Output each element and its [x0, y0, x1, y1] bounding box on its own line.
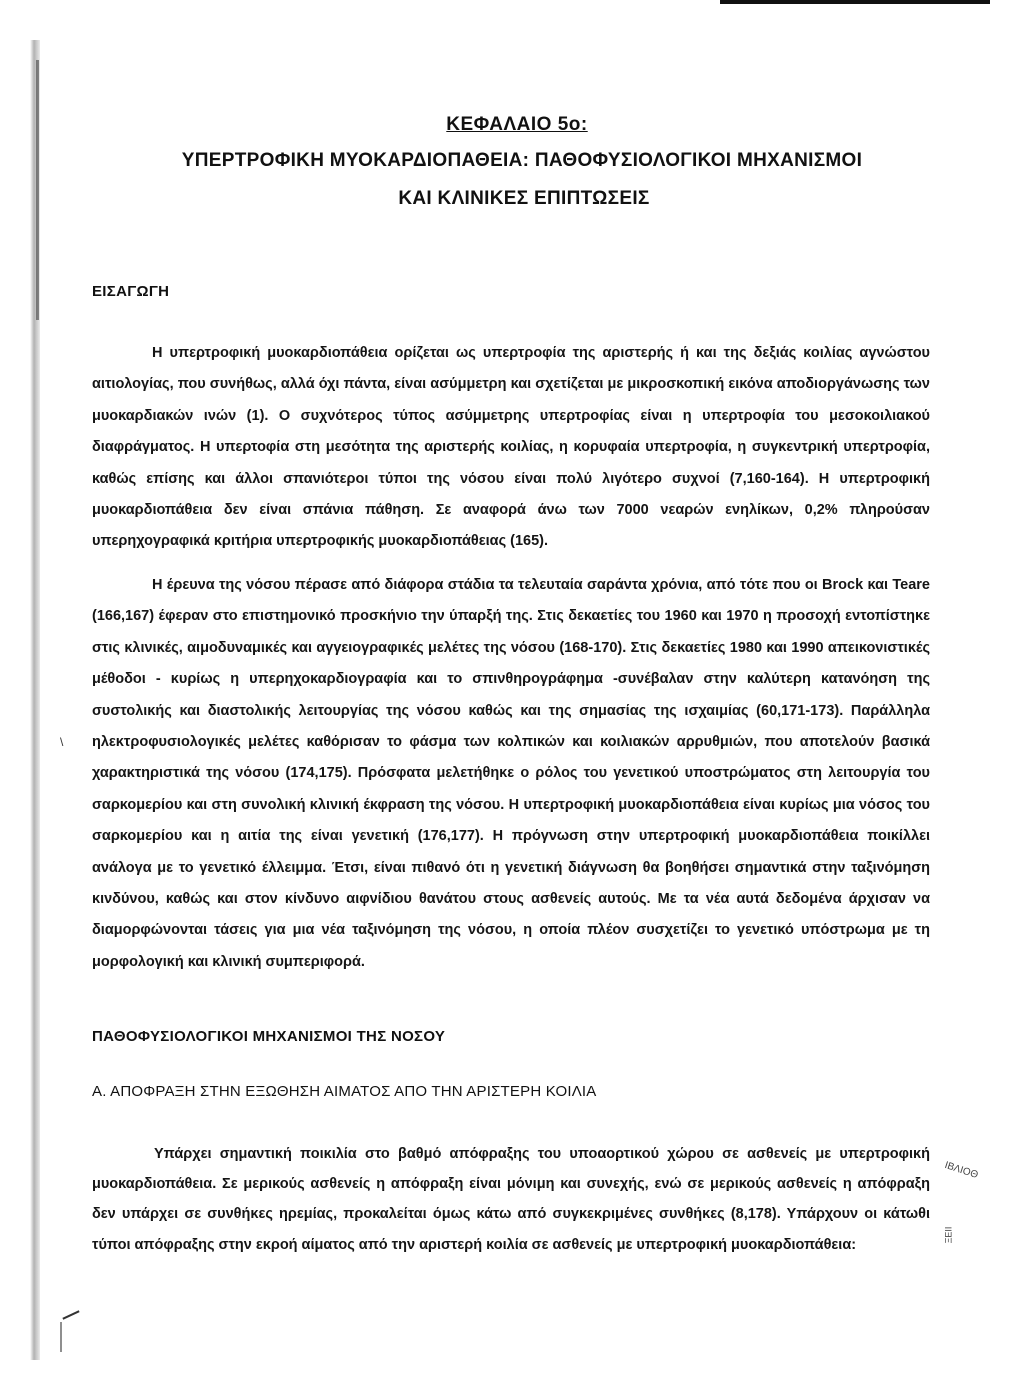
pen-mark-vertical: [60, 1322, 62, 1352]
margin-tick-mark: \: [60, 735, 64, 749]
introduction-heading: ΕΙΣΑΓΩΓΗ: [92, 283, 170, 300]
scan-artifact-top: [720, 0, 990, 4]
introduction-paragraph-2: Η έρευνα της νόσου πέρασε από διάφορα στάδια τα τελευταία σαράντα χρόνια, από τότε που οι Brock και Teare (166,167) έφεραν στο επιστημονικό προσκήνιο την ύπαρξή της. Στις δεκαετίες του 1960 και 1970 η προσοχή εντοπίστηκε στις κλινικές, αιμοδυναμικές και αγγειογραφικές μελέτες της νόσου (168-170). Στις δεκαετίες 1980 και 1990 απεικονιστικές μέθοδοι - κυρίως η υπερηχοκαρδιογραφία και το σπινθηρογράφημα -συνέβαλαν στην καλύτερη κατανόηση της συστολικής και διαστολικής λειτουργίας της νόσου καθώς και της σημασίας της ισχαιμίας (60,171-173). Παράλληλα ηλεκτροφυσιολογικές μελέτες καθόρισαν το φάσμα των κολπικών και κοιλιακών αρρυθμιών, που αποτελούν βασικά χαρακτηριστικά της νόσου (174,175). Πρόσφατα μελετήθηκε ο ρόλος του γενετικού υποστρώματος στη λειτουργία του σαρκομερίου και στη συνολική κλινική έκφραση της νόσου. Η υπερτροφική μυοκαρδιοπάθεια είναι κυρίως μια νόσος του σαρκομερίου και η αιτία της είναι γενετική (176,177). Η πρόγνωση στην υπερτροφική μυοκαρδιοπάθεια ποικίλλει ανάλογα με το γενετικό έλλειμμα. Έτσι, είναι πιθανό ότι η γενετική διάγνωση θα βοηθήσει σημαντικά στην ταξινόμηση κινδύνου, καθώς και στον κίνδυνο αιφνίδιου θανάτου στους ασθενείς αυτούς. Με τα νέα αυτά δεδομένα άρχισαν να διαμορφώνονται τάσεις για μια νέα ταξινόμηση της νόσου, η οποία πλέον συσχετίζει το γενετικό υπόστρωμα με τη μορφολογική και κλινική συμπεριφορά.: [92, 577, 930, 970]
obstruction-subsection-heading: Α. ΑΠΟΦΡΑΞΗ ΣΤΗΝ ΕΞΩΘΗΣΗ ΑΙΜΑΤΟΣ ΑΠΟ ΤΗΝ ΑΡΙΣΤΕΡΗ ΚΟΙΛΙΑ: [92, 1083, 597, 1100]
side-stamp-fragment: ΞΕΙΙ: [943, 1226, 954, 1244]
pen-mark: [62, 1310, 79, 1319]
library-stamp-fragment: ΙΒΛΙΟΘ: [943, 1159, 980, 1182]
chapter-title-line-1: ΥΠΕΡΤΡΟΦΙΚΗ ΜΥΟΚΑΡΔΙΟΠΑΘΕΙΑ: ΠΑΘΟΦΥΣΙΟΛΟΓΙΚΟΙ ΜΗΧΑΝΙΣΜΟΙ: [181, 150, 863, 171]
pathophysiology-heading: ΠΑΘΟΦΥΣΙΟΛΟΓΙΚΟΙ ΜΗΧΑΝΙΣΜΟΙ ΤΗΣ ΝΟΣΟΥ: [92, 1028, 446, 1045]
chapter-label: ΚΕΦΑΛΑΙΟ 5ο:: [446, 114, 588, 135]
introduction-paragraph-1: Η υπερτροφική μυοκαρδιοπάθεια ορίζεται ως υπερτροφία της αριστερής ή και της δεξιάς κοιλίας αγνώστου αιτιολογίας, που συνήθως, αλλά όχι πάντα, είναι ασύμμετρη και σχετίζεται με μικροσκοπική εικόνα αποδιοργάνωσης των μυοκαρδιακών ινών (1). Ο συχνότερος τύπος ασύμμετρης υπερτροφίας είναι η υπερτροφία του μεσοκοιλιακού διαφράγματος. Η υπερτοφία στη μεσότητα της αριστερής κοιλίας, η κορυφαία υπερτροφία, η συγκεντρική υπερτροφία, καθώς επίσης και άλλοι σπανιότεροι τύποι της νόσου είναι πολύ λιγότερο συχνοί (7,160-164). Η υπερτροφική μυοκαρδιοπάθεια δεν είναι σπάνια πάθηση. Σε αναφορά άνω των 7000 νεαρών ενηλίκων, 0,2% πληρούσαν υπερηχογραφικά κριτήρια υπερτροφικής μυοκαρδιοπάθειας (165).: [92, 345, 930, 550]
chapter-title-line-2: ΚΑΙ ΚΛΙΝΙΚΕΣ ΕΠΙΠΤΩΣΕΙΣ: [398, 188, 650, 209]
obstruction-paragraph: Υπάρχει σημαντική ποικιλία στο βαθμό απόφραξης του υποαορτικού χώρου σε ασθενείς με υπερτροφική μυοκαρδιοπάθεια. Σε μερικούς ασθενείς η απόφραξη είναι μόνιμη και συνεχής, ενώ σε μερικούς ασθενείς η απόφραξη δεν υπάρχει σε συνθήκες ηρεμίας, προκαλείται όμως κάτω από συγκεκριμένες συνθήκες (8,178). Υπάρχουν οι κάτωθι τύποι απόφραξης στην εκροή αίματος από την αριστερή κοιλία σε ασθενείς με υπερτροφική μυοκαρδιοπάθεια:: [92, 1146, 930, 1253]
